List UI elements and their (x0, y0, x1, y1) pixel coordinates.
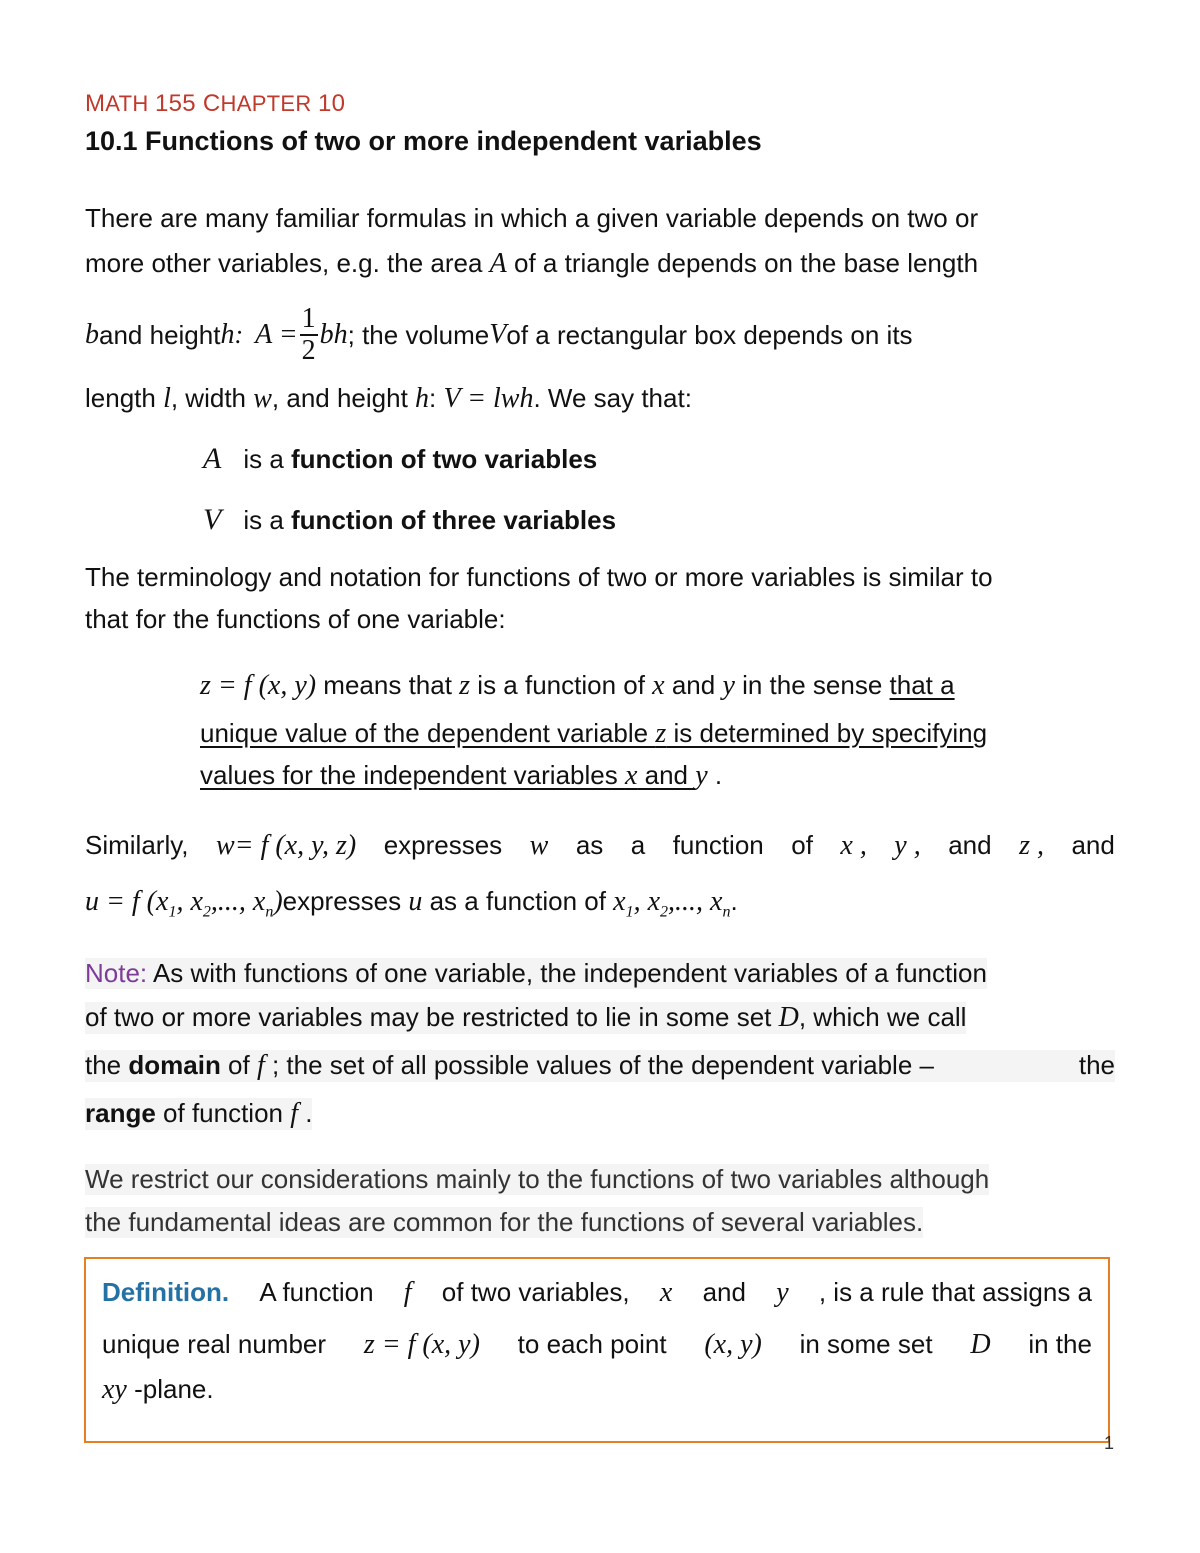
var-x: x (652, 670, 665, 701)
text: length (85, 383, 164, 413)
var-z: z (655, 718, 667, 749)
formula-z: z = f (x, y) (200, 670, 317, 701)
underlined-text: values for the independent variables (200, 760, 625, 790)
var-x: x (624, 760, 638, 791)
var-f: f (403, 1277, 412, 1308)
text: function (672, 830, 764, 860)
fraction-numerator: 1 (301, 303, 316, 334)
restrict-line-1: We restrict our considerations mainly to the functions of two variables although (85, 1164, 990, 1194)
text: of two or more variables may be restricted to lie in some set (85, 1002, 779, 1032)
formula-u (85, 886, 283, 921)
statement-v (203, 503, 616, 537)
text: and (664, 670, 723, 700)
intro-line-4 (85, 383, 692, 415)
text: unique real number (102, 1329, 327, 1359)
text: the (85, 1050, 129, 1080)
definition-line-1 (102, 1277, 1092, 1309)
bold-term: range (85, 1098, 156, 1128)
formula-part: , x (633, 886, 661, 917)
definition-label: Definition. (102, 1277, 230, 1307)
var-v: V (489, 319, 507, 350)
note-line-1 (85, 958, 987, 989)
text: as a function of (422, 886, 614, 916)
var-w: w (253, 383, 272, 414)
formula-part: ,..., x (210, 886, 266, 917)
text: is a (243, 505, 292, 535)
fraction-one-half (300, 304, 318, 366)
text: of a rectangular box depends on its (506, 319, 913, 350)
text: : (234, 320, 244, 349)
note-line-4 (85, 1098, 312, 1130)
subscript: n (265, 903, 274, 921)
text: means that (316, 670, 460, 700)
text: . (730, 886, 738, 916)
definition-line-2 (102, 1329, 1092, 1361)
text: and height (99, 319, 221, 350)
formula-part: u = f (x (85, 886, 169, 917)
var-l: l (163, 383, 171, 414)
text: ; the set of all possible values of the dependent variable – (264, 1050, 934, 1080)
bold-term: domain (128, 1050, 221, 1080)
running-head-part: M (85, 90, 106, 117)
restrict-line-2: the fundamental ideas are common for the functions of several variables. (85, 1207, 924, 1237)
running-head-part: ATH (105, 91, 155, 116)
intro-line-3 (85, 300, 913, 370)
bold-term: function of three variables (291, 505, 617, 535)
point-xy: (x, y) (704, 1329, 762, 1360)
text: ; the volume (347, 319, 490, 350)
underlined-text: and (637, 760, 696, 790)
text: , is a rule that assigns a (818, 1277, 1092, 1307)
formula-part: ) (273, 886, 283, 917)
text: is a (243, 444, 292, 474)
similarly-line-1 (85, 830, 1115, 862)
intro-line-2 (85, 248, 978, 280)
text: the (1078, 1050, 1115, 1080)
text: and (948, 830, 992, 860)
var-y: y , (894, 830, 921, 861)
terminology-line-2: that for the functions of one variable: (85, 604, 506, 634)
bold-term: function of two variables (291, 444, 598, 474)
var-a: A (489, 248, 507, 279)
text: in the (1028, 1329, 1092, 1359)
text: more other variables, e.g. the area (85, 248, 490, 278)
subscript: 1 (168, 903, 177, 921)
subscript: n (722, 903, 731, 921)
subscript: 2 (660, 903, 669, 921)
var-h: h (220, 319, 235, 350)
text: a (630, 830, 646, 860)
note-line-2 (85, 1002, 966, 1034)
text: of (791, 830, 813, 860)
running-head-part: HAPTER (220, 91, 318, 116)
note-label: Note: (85, 958, 148, 988)
var-h: h (415, 383, 430, 414)
var-d: D (970, 1329, 991, 1360)
var-list (613, 886, 731, 921)
text: . (298, 1098, 313, 1128)
zdef-line-3 (200, 760, 722, 792)
definition-line-3 (102, 1374, 214, 1406)
formula-z: z = f (x, y) (363, 1329, 480, 1360)
text: expresses (383, 830, 503, 860)
var-u: u (408, 886, 423, 917)
formula-part: x (613, 886, 626, 917)
text: as (575, 830, 604, 860)
text: . We say that: (533, 383, 692, 413)
area-formula-rhs: bh (319, 319, 348, 350)
text: , which we call (798, 1002, 967, 1032)
underlined-text: that a (889, 670, 955, 700)
similarly-line-2 (85, 886, 738, 922)
text: and (1071, 830, 1115, 860)
running-head-part: 10 (317, 90, 346, 117)
subscript: 1 (625, 903, 634, 921)
note-line-3-left (85, 1050, 934, 1082)
underlined-text: unique value of the dependent variable (200, 718, 656, 748)
volume-formula: V = lwh (443, 383, 534, 414)
var-z: z , (1019, 830, 1044, 861)
var-x: x (659, 1277, 673, 1308)
intro-line-1: There are many familiar formulas in which a given variable depends on two or (85, 203, 979, 233)
var-xy: xy (102, 1374, 127, 1405)
var-b: b (85, 319, 99, 350)
terminology-line-1: The terminology and notation for functions of two or more variables is similar to (85, 562, 993, 592)
text: of (220, 1050, 257, 1080)
var-y: y (722, 670, 735, 701)
text: of a triangle depends on the base length (506, 248, 979, 278)
formula-part: ,..., x (668, 886, 723, 917)
statement-a (203, 442, 597, 476)
var-f: f (290, 1098, 299, 1129)
running-head (85, 90, 345, 118)
text: Similarly, (85, 830, 189, 860)
text: in the sense (734, 670, 890, 700)
text: , width (170, 383, 254, 413)
var-y: y (695, 760, 708, 791)
text: . (707, 760, 723, 790)
text: : (429, 383, 444, 413)
text: is a function of (470, 670, 653, 700)
underlined-text: is determined by specifying (666, 718, 988, 748)
text: A function (259, 1277, 374, 1307)
text: As with functions of one variable, the independent variables of a function (147, 958, 987, 988)
var-z: z (459, 670, 471, 701)
text: of two variables, (441, 1277, 630, 1307)
fraction-denominator: 2 (301, 335, 316, 366)
area-formula-lhs: A = (255, 319, 298, 350)
formula-part: , x (176, 886, 203, 917)
zdef-line-1 (200, 670, 955, 702)
var-f: f (256, 1050, 265, 1081)
text: -plane. (126, 1374, 214, 1404)
zdef-line-2 (200, 718, 987, 750)
text: of function (155, 1098, 291, 1128)
var-d: D (778, 1002, 799, 1033)
var-x: x , (840, 830, 867, 861)
var-v: V (203, 503, 222, 536)
var-a: A (203, 442, 222, 475)
subscript: 2 (202, 903, 211, 921)
page-number: 1 (1104, 1433, 1115, 1453)
text: to each point (517, 1329, 667, 1359)
formula-w: w= f (x, y, z) (216, 830, 357, 861)
var-y: y (776, 1277, 789, 1308)
note-line-3 (85, 1050, 1115, 1082)
text: and (702, 1277, 746, 1307)
text: in some set (799, 1329, 933, 1359)
text: expresses (282, 886, 409, 916)
var-w: w (529, 830, 549, 861)
text: , and height (271, 383, 416, 413)
running-head-part: 155 C (154, 90, 221, 117)
section-title: 10.1 Functions of two or more independent variables (85, 126, 762, 156)
